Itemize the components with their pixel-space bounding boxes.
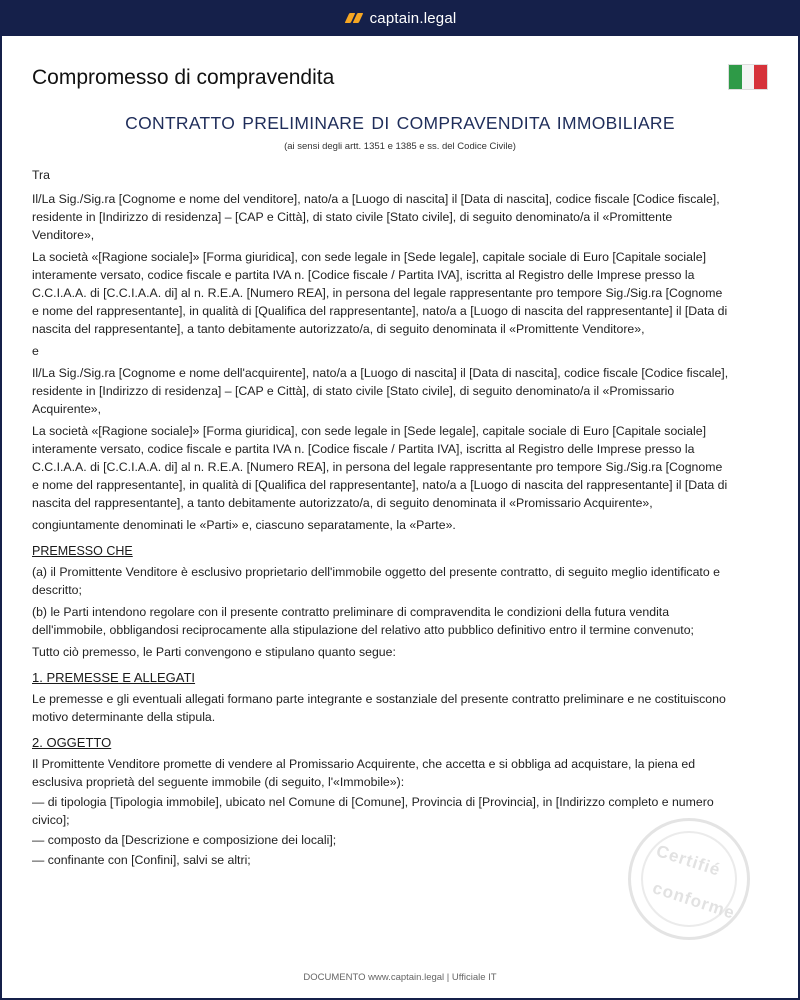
section-2-text: Il Promittente Venditore promette di vendere al Promissario Acquirente, che accetta e si obbliga ad acquistare, la piena ed esclusiva proprietà del seguente immobile (di seguito, l'«Immobile»): bbox=[32, 757, 696, 789]
venditore-societa-paragraph: La società «[Ragione sociale]» [Forma giuridica], con sede legale in [Sede legale], capitale sociale di Euro [Capitale sociale] interamente versato, codice fiscale e partita IVA n. [Codice fiscale / Partita IVA], iscritta al Registro delle Imprese presso la C.C.I.A.A. di [C.C.I.A.A. di] al n. R.E.A. [Numero REA], in persona del legale rappresentante pro tempore Sig./Sig.ra [Cognome e nome del rappresentante], in qualità di [Qualifica del rappresentante], nato/a a [Luogo di nascita del rappresentante] il [Data di nascita del rappresentante], a tanto debitamente autorizzato/a, di seguito denominata il «Promittente Venditore», bbox=[32, 250, 728, 336]
venditore-persona-paragraph: Il/La Sig./Sig.ra [Cognome e nome del venditore], nato/a a [Luogo di nascita] il [Data di nascita], codice fiscale [Codice fiscale], residente in [Indirizzo di residenza] – [CAP e Città], di stato civile [Stato civile], di seguito denominato/a il «Promittente Venditore», bbox=[32, 192, 720, 242]
stamp-line1: Certifié bbox=[653, 841, 724, 880]
section-2-item: — di tipologia [Tipologia immobile], ubicato nel Comune di [Comune], Provincia di [Provincia], in [Indirizzo completo e numero civico]; bbox=[32, 795, 714, 827]
contract-title: CONTRATTO PRELIMINARE DI COMPRAVENDITA IMMOBILIARE bbox=[125, 113, 675, 133]
page-footer: DOCUMENTO www.captain.legal | Ufficiale IT bbox=[303, 972, 497, 983]
tra-label: Tra bbox=[32, 168, 50, 182]
section-1-heading: 1. PREMESSE E ALLEGATI bbox=[32, 670, 196, 685]
congiuntamente-paragraph: congiuntamente denominati le «Parti» e, ciascuno separatamente, la «Parte». bbox=[32, 518, 456, 532]
stamp-line2: conforme bbox=[650, 878, 738, 923]
section-2-item: — confinante con [Confini], salvi se altri; bbox=[32, 853, 251, 867]
document-page bbox=[2, 36, 798, 998]
e-label: e bbox=[32, 344, 39, 358]
premesso-heading: PREMESSO CHE bbox=[32, 544, 133, 558]
tutto-cio-paragraph: Tutto ciò premesso, le Parti convengono e stipulano quanto segue: bbox=[32, 645, 396, 659]
contract-body bbox=[32, 166, 732, 871]
brand-name[interactable]: captain.legal bbox=[369, 9, 457, 27]
document-title: Compromesso di compravendita bbox=[32, 66, 335, 89]
captain-logo-icon bbox=[344, 12, 362, 24]
premessa-a: (a) il Promittente Venditore è esclusivo proprietario dell'immobile oggetto del presente contratto, di seguito meglio identificato e descritto; bbox=[32, 565, 720, 597]
top-bar bbox=[0, 0, 800, 36]
italian-flag-icon bbox=[728, 64, 768, 90]
premessa-b: (b) le Parti intendono regolare con il presente contratto preliminare di compravendita le condizioni della futura vendita dell'immobile, obbligandosi reciprocamente alla stipulazione del relativo atto pubblico definitivo entro il termine convenuto; bbox=[32, 605, 694, 637]
contract-subtitle: (ai sensi degli artt. 1351 e 1385 e ss. del Codice Civile) bbox=[284, 141, 516, 152]
acquirente-persona-paragraph: Il/La Sig./Sig.ra [Cognome e nome dell'acquirente], nato/a a [Luogo di nascita] il [Data di nascita], codice fiscale [Codice fiscale], residente in [Indirizzo di residenza] – [CAP e Città], di stato civile [Stato civile], di seguito denominato/a il «Promissario Acquirente», bbox=[32, 366, 729, 416]
section-2-item: — composto da [Descrizione e composizione dei locali]; bbox=[32, 833, 337, 847]
section-1-text: Le premesse e gli eventuali allegati formano parte integrante e sostanziale del presente contratto preliminare e ne costituiscono motivo determinante della stipula. bbox=[32, 692, 726, 724]
section-2-heading: 2. OGGETTO bbox=[32, 735, 112, 750]
acquirente-societa-paragraph: La società «[Ragione sociale]» [Forma giuridica], con sede legale in [Sede legale], capitale sociale di Euro [Capitale sociale] interamente versato, codice fiscale e partita IVA n. [Codice fiscale / Partita IVA], iscritta al Registro delle Imprese presso la C.C.I.A.A. di [C.C.I.A.A. di] al n. R.E.A. [Numero REA], in persona del legale rappresentante pro tempore Sig./Sig.ra [Cognome e nome del rappresentante], in qualità di [Qualifica del rappresentante], nato/a a [Luogo di nascita del rappresentante] il [Data di nascita del rappresentante], a tanto debitamente autorizzato/a, di seguito denominata il «Promissario Acquirente», bbox=[32, 424, 728, 510]
